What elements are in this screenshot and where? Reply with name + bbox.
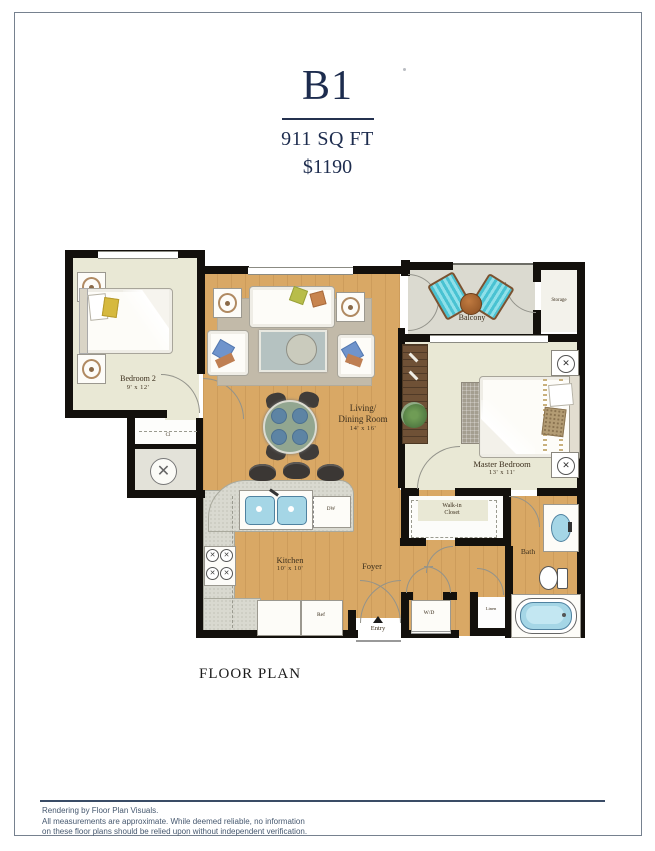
toilet-bowl [539, 566, 558, 590]
toilet-tank [557, 568, 568, 589]
floor-plan-caption: FLOOR PLAN [199, 666, 302, 682]
dining-table [263, 400, 317, 454]
title-divider [282, 118, 374, 120]
linen-label: Linen [485, 606, 497, 611]
wall [65, 250, 73, 418]
dining-cushion [292, 429, 308, 445]
wall [443, 592, 457, 600]
bar-stool [317, 464, 344, 481]
duvet-fold [481, 400, 535, 454]
unit-name: B1 [301, 63, 353, 109]
wall [127, 490, 205, 498]
wall [401, 488, 409, 544]
walkin-label [426, 503, 478, 517]
wall [470, 628, 513, 636]
cl-label: Cl [165, 433, 171, 438]
window [248, 267, 353, 275]
room-dims: 14' x 16' [349, 424, 377, 432]
wall [455, 488, 509, 496]
nightstand-fan [551, 452, 579, 478]
footer-divider [40, 800, 605, 802]
window [98, 251, 178, 259]
entry-threshold [356, 640, 401, 642]
balcony-table [460, 293, 482, 315]
ref-label: Ref [317, 612, 325, 618]
footer-line: on these floor plans should be relied upon without independent verification. [42, 827, 308, 836]
wall [455, 538, 505, 546]
room-name: Bedroom 2 [120, 374, 156, 383]
balcony-rail [453, 263, 535, 265]
bath-label: Bath [520, 547, 536, 556]
bed-pillow [548, 383, 574, 407]
side-table [336, 292, 365, 322]
bathtub-water [526, 606, 564, 624]
wd-label: W/D [423, 610, 435, 616]
title-block [0, 62, 655, 179]
kitchen-cabinet [257, 600, 301, 636]
room-name: Master Bedroom [473, 459, 531, 469]
wall [348, 610, 356, 638]
burner-icon [220, 549, 233, 562]
wall [533, 310, 541, 338]
entry-arrow-icon [373, 616, 383, 623]
balcony-label: Balcony [458, 313, 486, 322]
sink-faucet [568, 522, 572, 532]
room-dims: 9' x 12' [126, 383, 150, 391]
burner-icon [220, 567, 233, 580]
dining-cushion [271, 429, 287, 445]
room-name: Living/ [349, 403, 377, 413]
room-name: Dining Room [338, 413, 388, 424]
room-name: Closet [444, 510, 460, 517]
accent-pillow [102, 297, 119, 318]
linen-floor [478, 597, 505, 629]
bar-stool [283, 462, 310, 479]
washer-dryer [411, 600, 451, 634]
footer-line: Rendering by Floor Plan Visuals. [42, 806, 159, 815]
wall [127, 418, 135, 498]
bedroom2-label [93, 374, 183, 391]
bed-headboard [79, 288, 88, 354]
foyer-label: Foyer [362, 561, 382, 571]
nightstand-fan [551, 350, 579, 376]
side-table [213, 288, 242, 318]
coffee-table-tray [286, 334, 317, 365]
room-dims: 10' x 10' [276, 565, 304, 573]
closet-cl-floor [135, 420, 201, 444]
dining-cushion [271, 408, 287, 424]
wall [127, 444, 203, 449]
window [430, 335, 548, 343]
closet-rod-dashes [139, 431, 197, 432]
water-heater-icon [150, 458, 177, 485]
footer-disclaimer [42, 806, 307, 838]
room-name: Walk-in [442, 503, 462, 509]
dw-label: DW [326, 507, 336, 512]
master-label [454, 459, 550, 477]
bar-stool [249, 464, 276, 481]
room-dims: 13' x 11' [488, 469, 516, 477]
living-label [321, 403, 405, 432]
sink-drain [256, 506, 262, 512]
dining-cushion [292, 408, 308, 424]
wall [196, 418, 203, 638]
square-footage: 911 SQ FT [281, 128, 374, 150]
wall [353, 266, 405, 274]
wall [203, 266, 249, 274]
tub-drain [562, 613, 566, 617]
entry-label: Entry [370, 625, 386, 632]
wall [537, 488, 585, 496]
room-name: Kitchen [276, 555, 304, 565]
burner-icon [206, 567, 219, 580]
wall [533, 262, 541, 282]
duvet-fold [123, 290, 169, 350]
footer-line: All measurements are approximate. While deemed reliable, no information [42, 816, 305, 826]
kitchen-label [250, 555, 330, 573]
wall [405, 262, 453, 270]
storage-label: Storage [551, 298, 567, 303]
wall [401, 592, 413, 600]
wall [400, 538, 426, 546]
price: $1190 [302, 156, 353, 178]
sink-drain [288, 506, 294, 512]
wall [65, 410, 167, 418]
patterned-pillow [541, 407, 566, 437]
burner-icon [206, 549, 219, 562]
floor-plan [65, 250, 592, 648]
